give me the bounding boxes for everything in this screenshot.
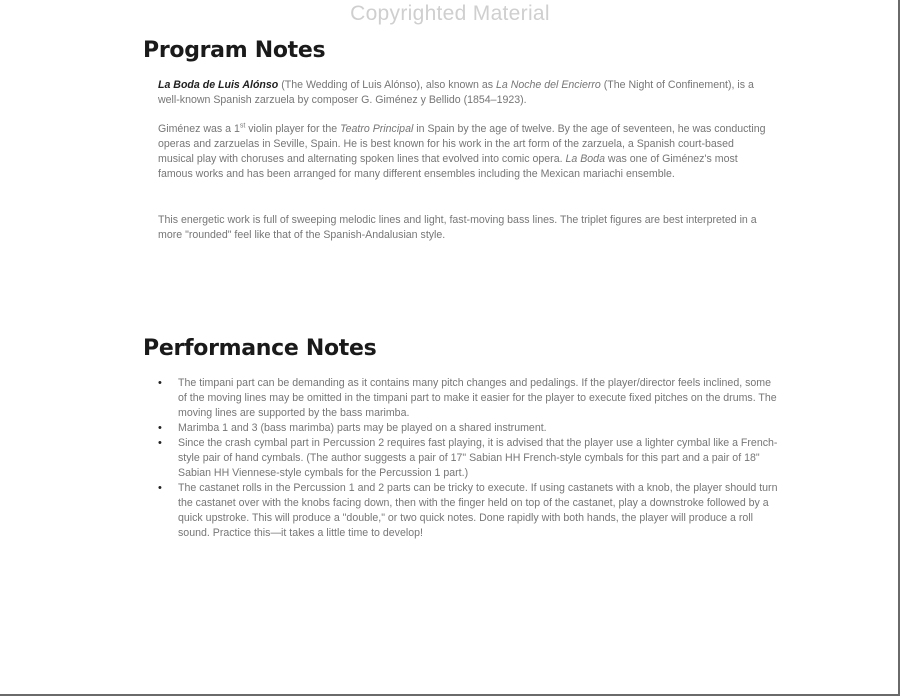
performance-notes-heading: Performance Notes — [143, 336, 377, 361]
list-item: • The timpani part can be demanding as it contains many pitch changes and pedalings. If the player/director feels inclined, some of the moving lines may be omitted in the timpani part to make it easier for the player to execute fixed pitches on the drums. The moving lines are supported by the bass marimba. — [158, 377, 777, 419]
list-item: • Marimba 1 and 3 (bass marimba) parts may be played on a shared instrument. — [158, 422, 547, 434]
program-notes-heading: Program Notes — [143, 38, 326, 63]
venue-name: Teatro Principal — [340, 123, 414, 135]
program-notes-paragraph-3: This energetic work is full of sweeping melodic lines and light, fast-moving bass lines. The triplet figures are best interpreted in a more "rounded" feel like that of the Spanish-Andalusian style. — [158, 214, 757, 241]
performance-notes-list — [158, 376, 780, 541]
bullet-icon: • — [158, 482, 162, 494]
list-item: • The castanet rolls in the Percussion 1 and 2 parts can be tricky to execute. If using castanets with a knob, the player should turn the castanet over with the knobs facing down, then with the finger held on top of the castanet, play a downstroke followed by a quick upstroke. This will produce a "double," or two quick notes. Done rapidly with both hands, the player will produce a roll sound. Practice this—it takes a little time to develop! — [158, 482, 778, 539]
bullet-icon: • — [158, 437, 162, 449]
bullet-icon: • — [158, 422, 162, 434]
program-notes-paragraph-2: Giménez was a 1st violin player for the Teatro Principal in Spain by the age of twelve. By the age of seventeen, he was conducting operas and zarzuelas in Seville, Spain. He is best known for his work in the art form of the zarzuela, a Spanish court-based musical play with choruses and alternating spoken lines that evolved into comic opera. La Boda was one of Giménez's most famous works and has been arranged for many different ensembles including the Mexican mariachi ensemble. — [158, 122, 766, 180]
alternate-title: La Noche del Encierro — [495, 79, 601, 91]
work-title: La Boda de Luis Alónso — [158, 79, 279, 91]
short-title: La Boda — [565, 153, 605, 165]
bullet-icon: • — [158, 377, 162, 389]
list-item: • Since the crash cymbal part in Percussion 2 requires fast playing, it is advised that the player use a lighter cymbal like a French-style pair of hand cymbals. (The author suggests a pair of 17" Sabian HH French-style cymbals for this part and a pair of 18" Sabian HH Viennese-style cymbals for the Percussion 1 part.) — [158, 437, 778, 479]
copyright-watermark: Copyrighted Material — [350, 2, 550, 25]
program-notes-paragraph-1: La Boda de Luis Alónso (The Wedding of Luis Alónso), also known as La Noche del Encierro (The Night of Confinement), is a well-known Spanish zarzuela by composer G. Giménez y Bellido (1854–1923). — [158, 79, 754, 106]
